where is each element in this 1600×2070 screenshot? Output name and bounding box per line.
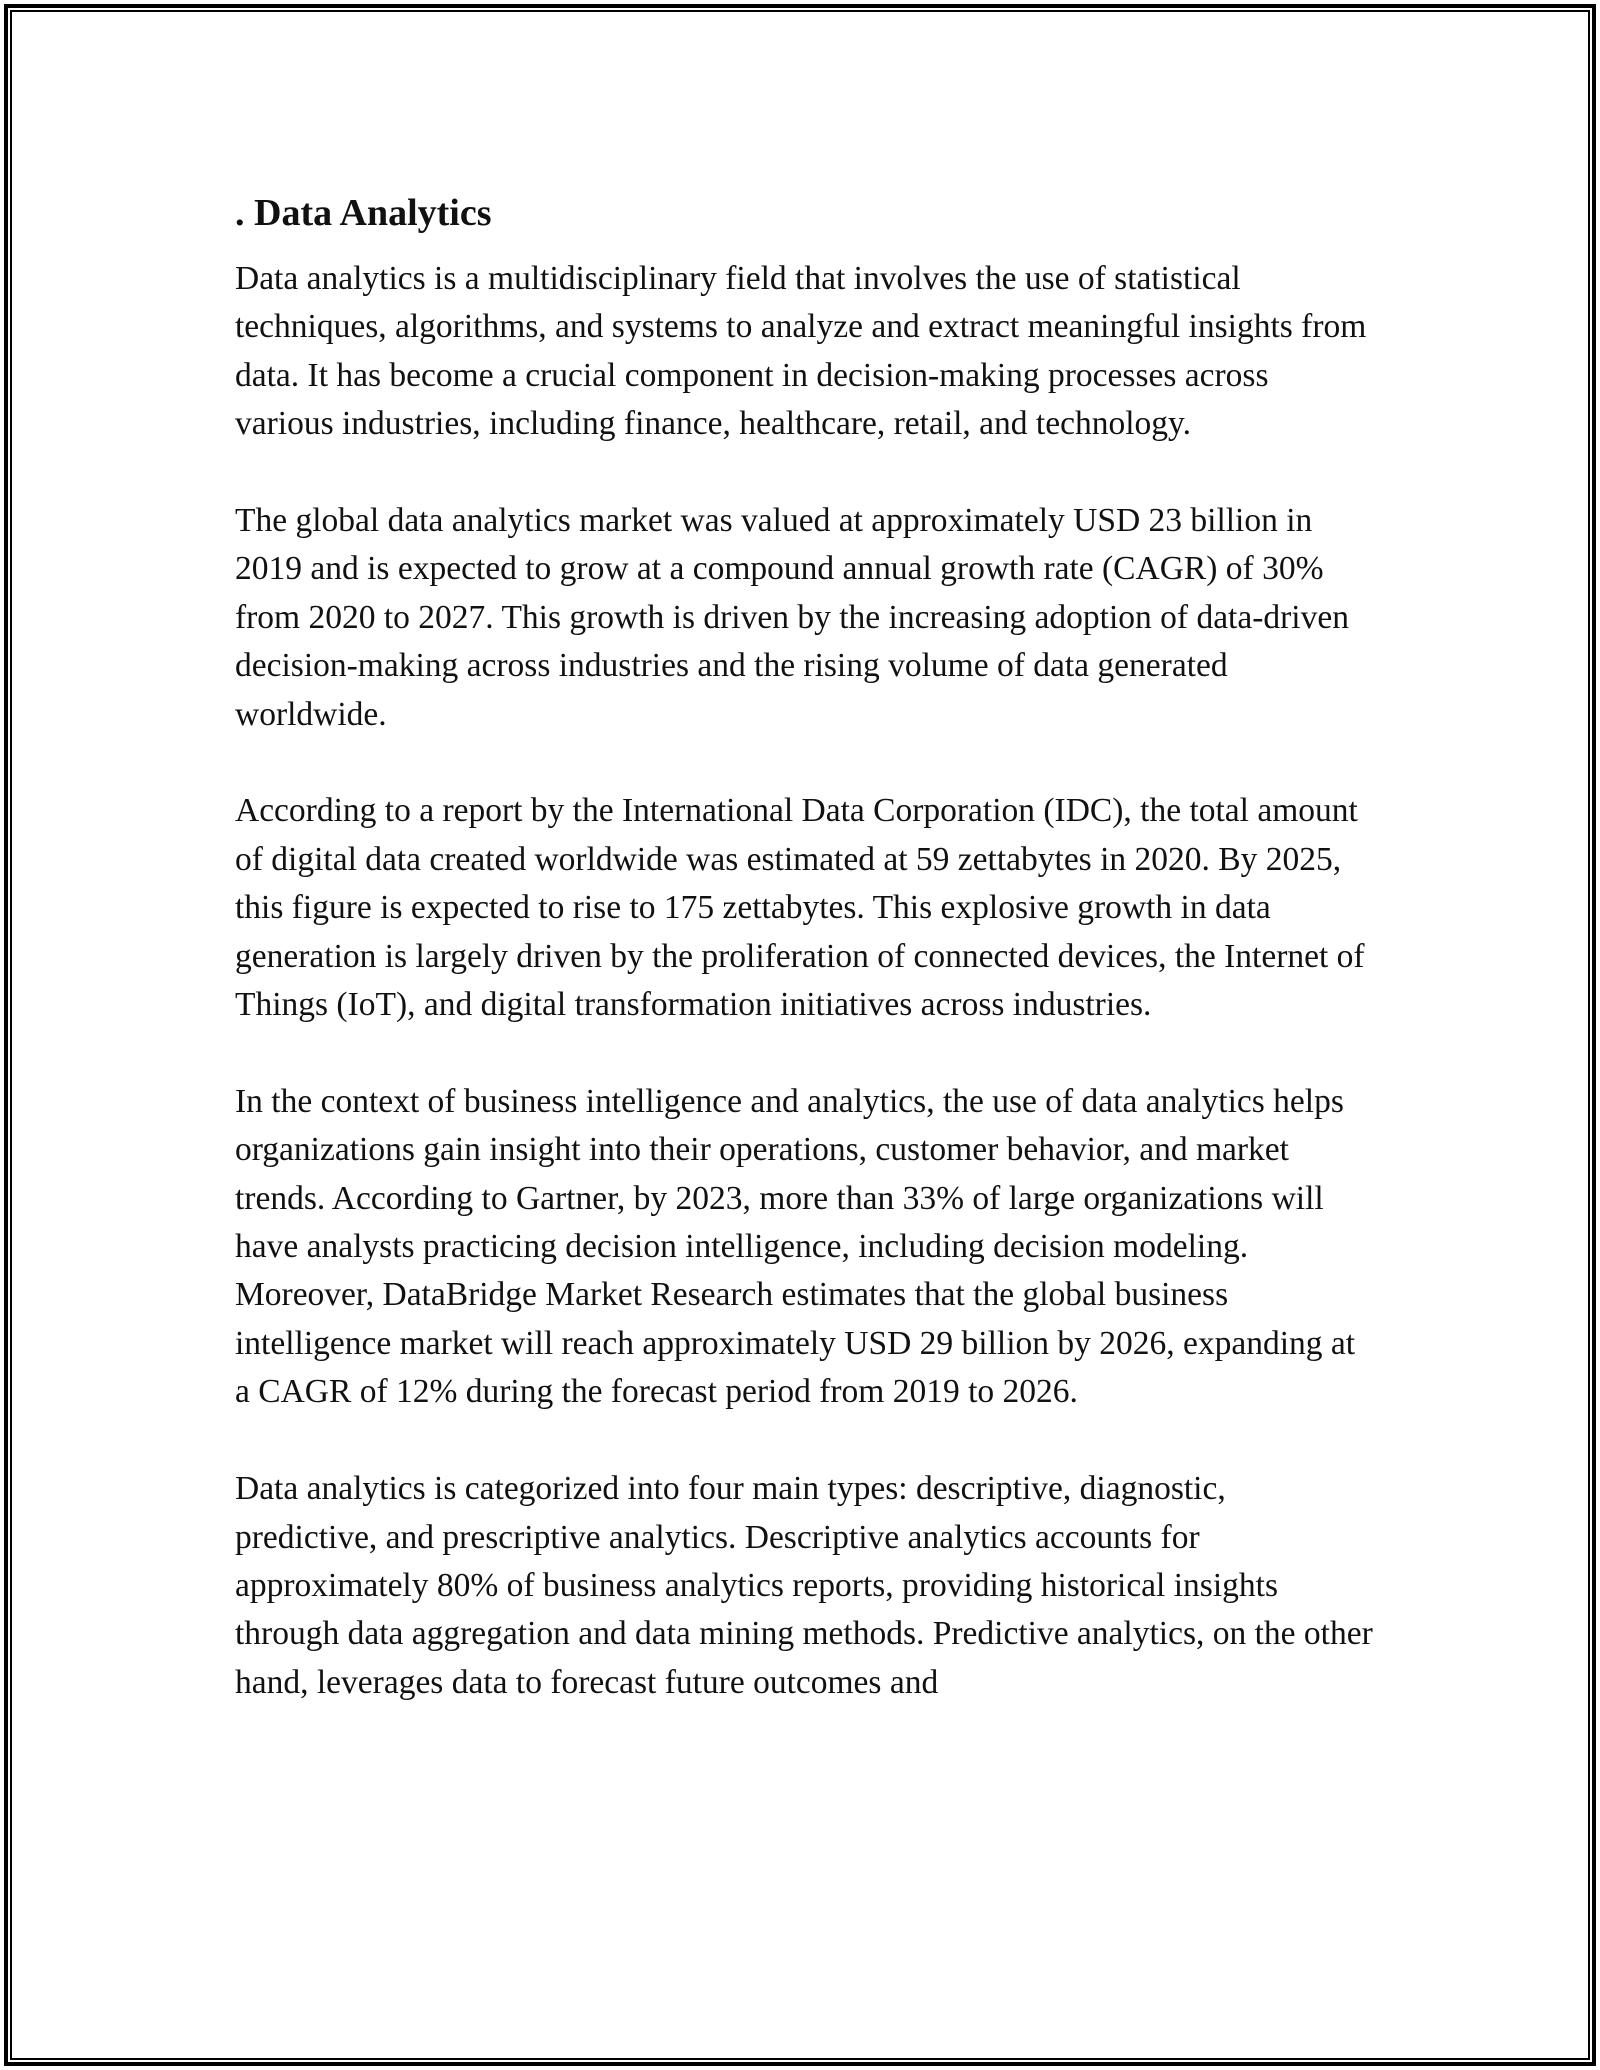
paragraph-analytics-types: Data analytics is categorized into four main types: descriptive, diagnostic, predictive, and prescriptive analytics. Descriptive analytics accounts for approximately 80% of business analytics reports, providing historical insights through data aggregation and data mining methods. Predictive analytics, on the other hand, leverages data to forecast future outcomes and xyxy=(235,1470,1373,1701)
paragraph-business-intelligence: In the context of business intelligence and analytics, the use of data analytics helps organizations gain insight into their operations, customer behavior, and market trends. According to Gartner, by 2023, more than 33% of large organizations will have analysts practicing decision intelligence, including decision modeling. Moreover, DataBridge Market Research estimates that the global business intelligence market will reach approximately USD 29 billion by 2026, expanding at a CAGR of 12% during the forecast period from 2019 to 2026. xyxy=(235,1082,1356,1411)
paragraph-intro: Data analytics is a multidisciplinary field that involves the use of statistical techniques, algorithms, and systems to analyze and extract meaningful insights from data. It has become a crucial component in decision-making processes across various industries, including finance, healthcare, retail, and technology. xyxy=(235,260,1367,443)
paragraph-idc-report: According to a report by the International Data Corporation (IDC), the total amount of digital data created worldwide was estimated at 59 zettabytes in 2020. By 2025, this figure is expected to rise to 175 zettabytes. This explosive growth in data generation is largely driven by the proliferation of connected devices, the Internet of Things (IoT), and digital transformation initiatives across industries. xyxy=(235,792,1365,1024)
section-heading: . Data Analytics xyxy=(235,192,492,234)
paragraph-market-value: The global data analytics market was valued at approximately USD 23 billion in 2019 and is expected to grow at a compound annual growth rate (CAGR) of 30% from 2020 to 2027. This growth is driven by the increasing adoption of data-driven decision-making across industries and the rising volume of data generated worldwide. xyxy=(235,502,1349,733)
document-body xyxy=(235,185,1375,1756)
